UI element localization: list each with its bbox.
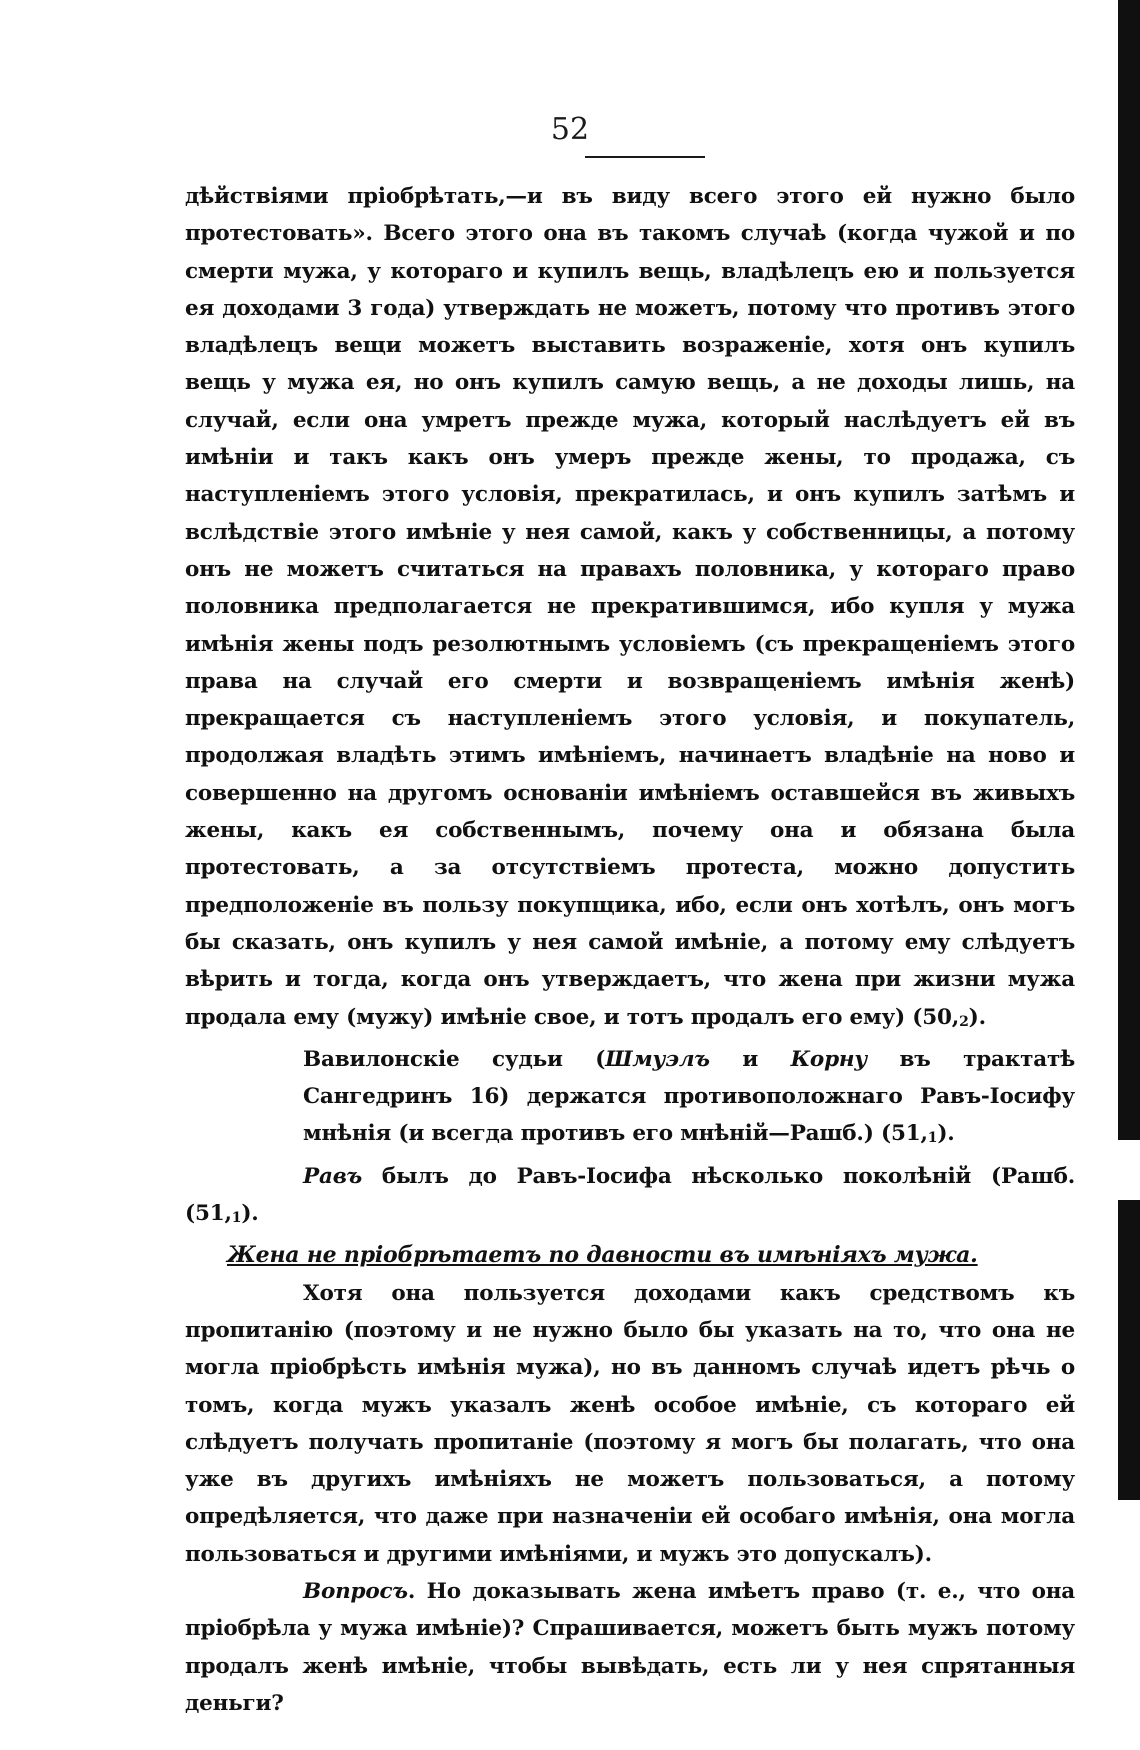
scan-edge-gap [1118, 1140, 1140, 1200]
paragraph-1-text: дѣйствіями пріобрѣтать,—и въ виду всего этого ей нужно было протестовать». Всего этого она въ такомъ случаѣ (когда чужой и по смерти мужа, у котораго и купилъ вещь, владѣлецъ ею и пользуется ея доходами 3 года) утверждать не можетъ, потому что противъ этого владѣлецъ вещи можетъ выставить возраженіе, хотя онъ купилъ вещь у мужа ея, но онъ купилъ самую вещь, а не доходы лишь, на случай, если она умретъ прежде мужа, который наслѣдуетъ ей въ имѣніи и такъ какъ онъ умеръ прежде жены, то продажа, съ наступленіемъ этого условія, прекратилась, и онъ купилъ затѣмъ и вслѣдствіе этого имѣніе у нея самой, какъ у собственницы, а потому онъ не можетъ считаться на правахъ половника, у котораго право половника предполагается не прекратившимся, ибо купля у мужа имѣнія жены подъ резолютнымъ условіемъ (съ прекращеніемъ этого права на случай его смерти и возвращеніемъ имѣнія женѣ) прекращается съ наступленіемъ этого условія, и покупатель, продолжая владѣть этимъ имѣніемъ, начинаетъ владѣніе на ново и совершенно на другомъ основаніи имѣніемъ оставшейся въ живыхъ жены, какъ ея собственнымъ, почему она и обязана была протестовать, а за отсутствіемъ протеста, можно допустить предположеніе въ пользу покупщика, ибо, если онъ хотѣлъ, онъ могъ бы сказать, онъ купилъ у нея самой имѣніе, а потому ему слѣдуетъ вѣрить и тогда, когда онъ утверждаетъ, что жена при жизни мужа продала ему (мужу) имѣніе свое, и тотъ продалъ его ему) (50, [185, 184, 1075, 1030]
paragraph-1 [185, 178, 1075, 1041]
paragraph-3-post: былъ до Равъ-Іосифа нѣсколько поколѣній (Рашб. (51, [185, 1163, 1075, 1227]
section-heading-text: Жена не пріобрѣтаетъ по давности въ имѣніяхъ мужа. [227, 1242, 978, 1269]
section-heading [185, 1237, 1075, 1274]
paragraph-3-ref-sub: 1 [231, 1210, 242, 1227]
paragraph-3-ref-end: ). [241, 1201, 259, 1227]
page-number: 52 [550, 112, 590, 147]
paragraph-2-pre: Вавилонскіе судьи ( [303, 1046, 606, 1072]
paragraph-6-italic: Вопросъ [303, 1578, 408, 1604]
paragraph-1-ref-end: ). [968, 1004, 986, 1030]
paragraph-2-post: въ трактатѣ Сангедринъ 16) держатся противоположнаго Равъ-Іосифу мнѣнія (и всегда противъ его мнѣній—Рашб.) (51, [303, 1046, 1075, 1147]
scan-edge-shadow [1118, 0, 1140, 1500]
paragraph-2-ref-end: ). [937, 1121, 955, 1147]
paragraph-1-ref-sub: 2 [959, 1013, 969, 1030]
paragraph-5 [185, 1275, 1075, 1573]
paragraph-2-italic-2: Корну [790, 1046, 868, 1072]
paragraph-3 [185, 1158, 1075, 1238]
paragraph-2 [185, 1041, 1075, 1158]
page-number-rule [585, 156, 705, 158]
paragraph-5-text: Хотя она пользуется доходами какъ средствомъ къ пропитанію (поэтому и не нужно было бы указать на то, что она не могла пріобрѣсть имѣнія мужа), но въ данномъ случаѣ идетъ рѣчь о томъ, когда мужъ указалъ женѣ особое имѣніе, съ котораго ей слѣдуетъ получать пропитаніе (поэтому я могъ бы полагать, что она уже въ другихъ имѣніяхъ не можетъ пользоваться, а потому опредѣляется, что даже при назначеніи ей особаго имѣнія, она могла пользоваться и другими имѣніями, и мужъ это допускалъ). [185, 1280, 1075, 1567]
paragraph-2-italic-1: Шмуэлъ [605, 1046, 710, 1072]
paragraph-2-ref-sub: 1 [927, 1130, 938, 1147]
paragraph-6 [185, 1573, 1075, 1722]
paragraph-3-italic: Равъ [303, 1163, 363, 1189]
paragraph-6-post: . Но доказывать жена имѣетъ право (т. е., что она пріобрѣла у мужа имѣніе)? Спрашивается, можетъ быть мужъ потому продалъ женѣ имѣніе, чтобы вывѣдать, есть ли у нея спрятанныя деньги? [185, 1578, 1075, 1716]
body-text [185, 178, 1075, 1722]
paragraph-2-mid: и [709, 1046, 791, 1072]
